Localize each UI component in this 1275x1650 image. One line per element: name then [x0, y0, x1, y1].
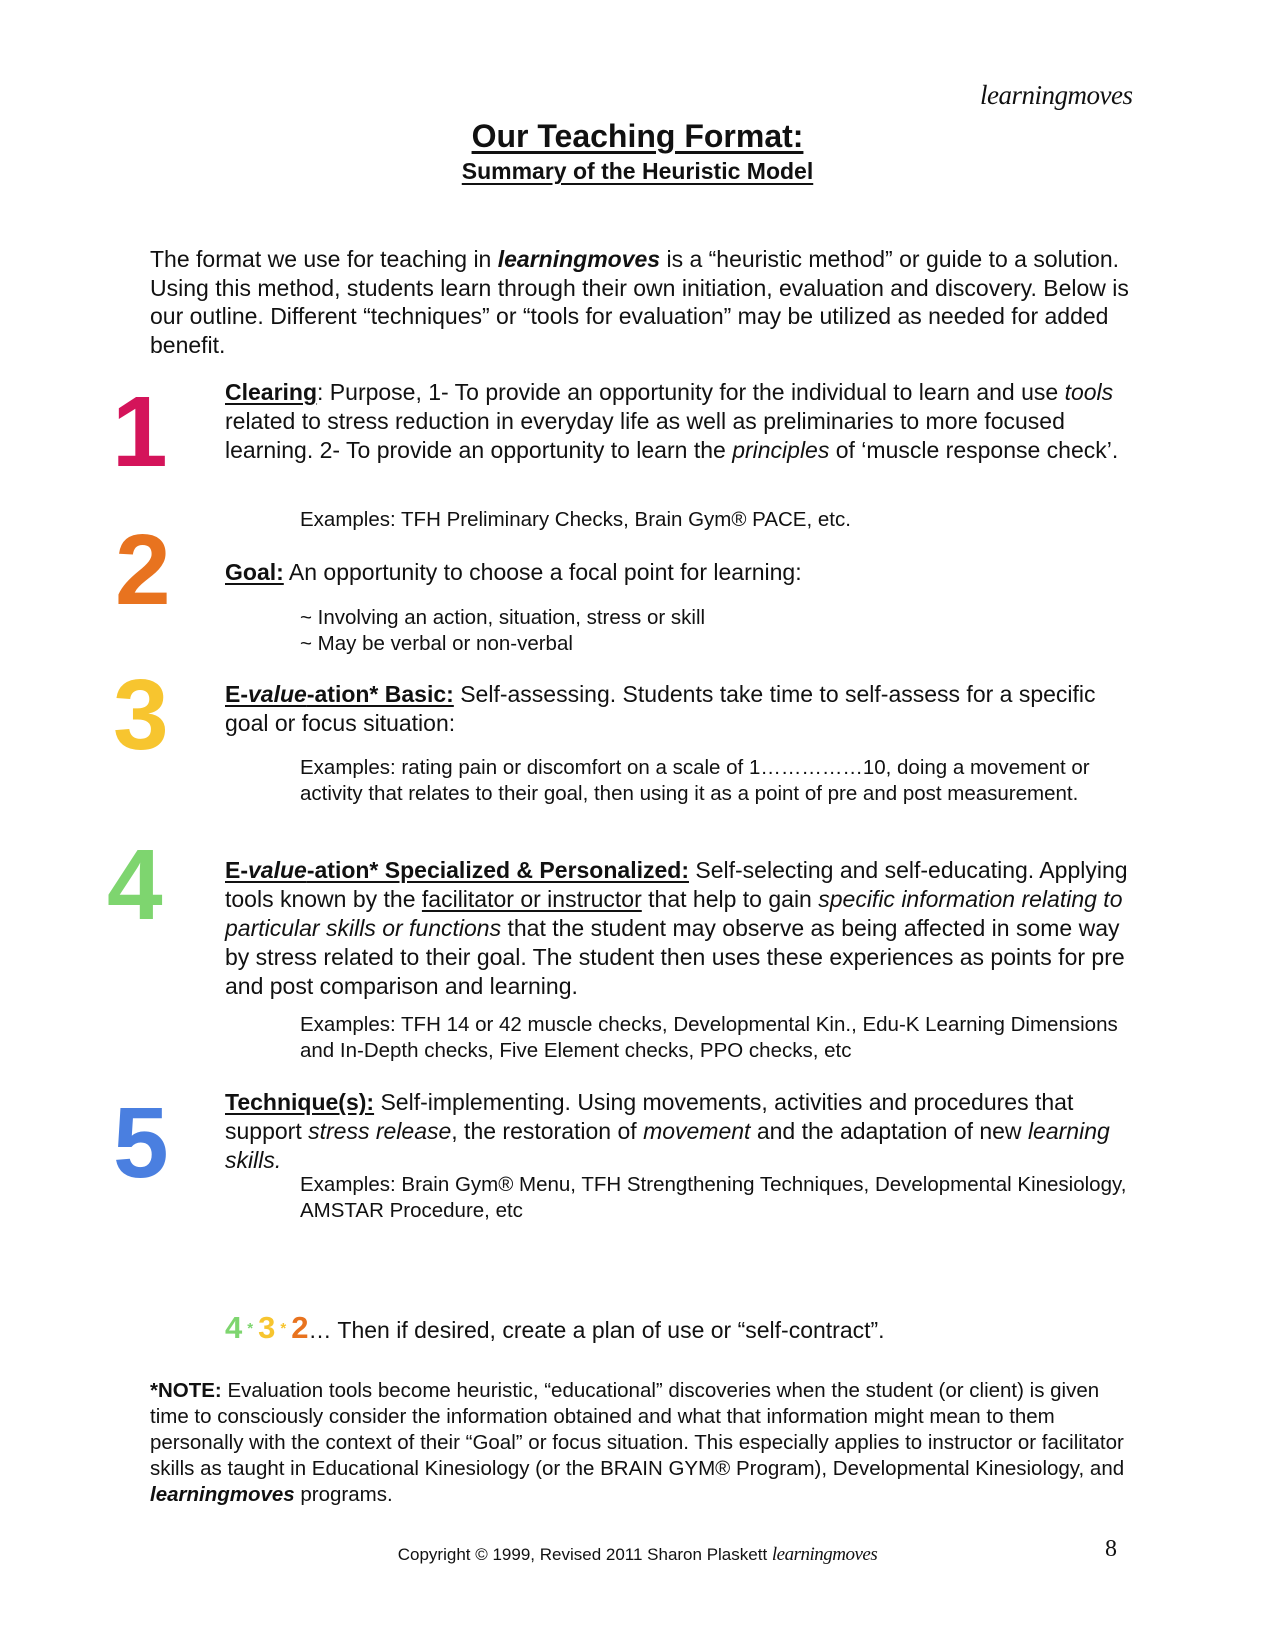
step-technique-examples: Examples: Brain Gym® Menu, TFH Strengthening Techniques, Developmental Kinesiology, AMSTAR Procedure, etc [300, 1173, 1127, 1222]
step-number-3: 3 [113, 659, 169, 771]
step-clearing: Clearing: Purpose, 1- To provide an opportunity for the individual to learn and use tools related to stress reduction in everyday life as well as preliminaries to more focused learning. 2- To provide an opportunity to learn the principles of ‘muscle response check’. [225, 379, 1119, 463]
step-technique: Technique(s): Self-implementing. Using movements, activities and procedures that support stress release, the restoration of movement and the adaptation of new learning skills. [225, 1089, 1110, 1173]
step-evaluation-specialized: E-value-ation* Specialized & Personalized: Self-selecting and self-educating. Applying tools known by the facilitator or instructor that help to gain specific information relating to particular skills or functions that the student may observe as being affected in some way by stress related to their goal. The student then uses these experiences as points for pre and post comparison and learning. [225, 857, 1128, 999]
note-paragraph: *NOTE: Evaluation tools become heuristic, “educational” discoveries when the student (or client) is given time to consciously consider the information obtained and what that information might mean to them personally with the context of their “Goal” or focus situation. This especially applies to instructor or facilitator skills as taught in Educational Kinesiology (or the BRAIN GYM® Program), Developmental Kinesiology, and learningmoves programs. [150, 1379, 1125, 1506]
step-evaluation-basic-examples: Examples: rating pain or discomfort on a scale of 1……………10, doing a movement or activity that relates to their goal, then using it as a point of pre and post measurement. [300, 756, 1090, 805]
header-brand-logo: learningmoves [980, 80, 1133, 110]
step-number-2: 2 [115, 514, 171, 626]
step-goal-bullets [300, 605, 1130, 657]
step-evaluation-specialized-examples: Examples: TFH 14 or 42 muscle checks, Developmental Kin., Edu-K Learning Dimensions and In-Depth checks, Five Element checks, PPO checks, etc [300, 1013, 1118, 1062]
footer-copyright: Copyright © 1999, Revised 2011 Sharon Plaskett learningmoves [397, 1544, 878, 1565]
list-item: ~ Involving an action, situation, stress or skill [300, 606, 706, 629]
step-number-5: 5 [113, 1087, 169, 1199]
summary-number-4: 4 [225, 1310, 243, 1345]
intro-brand: learningmoves [497, 246, 661, 272]
step-goal: Goal: An opportunity to choose a focal point for learning: [225, 559, 802, 585]
step-clearing-examples: Examples: TFH Preliminary Checks, Brain Gym® PACE, etc. [300, 508, 851, 531]
summary-line: 4 * 3 * 2… Then if desired, create a plan of use or “self-contract”. [225, 1310, 885, 1345]
intro-paragraph: The format we use for teaching in learningmoves is a “heuristic method” or guide to a solution. Using this method, students learn through their own initiation, evaluation and discovery. Below is our outline. Different “techniques” or “tools for evaluation” may be utilized as needed for added benefit. [150, 246, 1129, 358]
page-number: 8 [1105, 1536, 1117, 1562]
step-number-1: 1 [112, 376, 168, 488]
page-title: Our Teaching Format: [471, 118, 804, 154]
step-number-4: 4 [107, 829, 163, 941]
page-subtitle: Summary of the Heuristic Model [461, 158, 814, 184]
list-item: ~ May be verbal or non-verbal [300, 632, 573, 655]
summary-number-3: 3 [258, 1310, 276, 1345]
footer-brand-logo: learningmoves [771, 1544, 878, 1565]
step-evaluation-basic: E-value-ation* Basic: Self-assessing. Students take time to self-assess for a specific goal or focus situation: [225, 681, 1096, 736]
summary-number-2: 2 [291, 1310, 309, 1345]
